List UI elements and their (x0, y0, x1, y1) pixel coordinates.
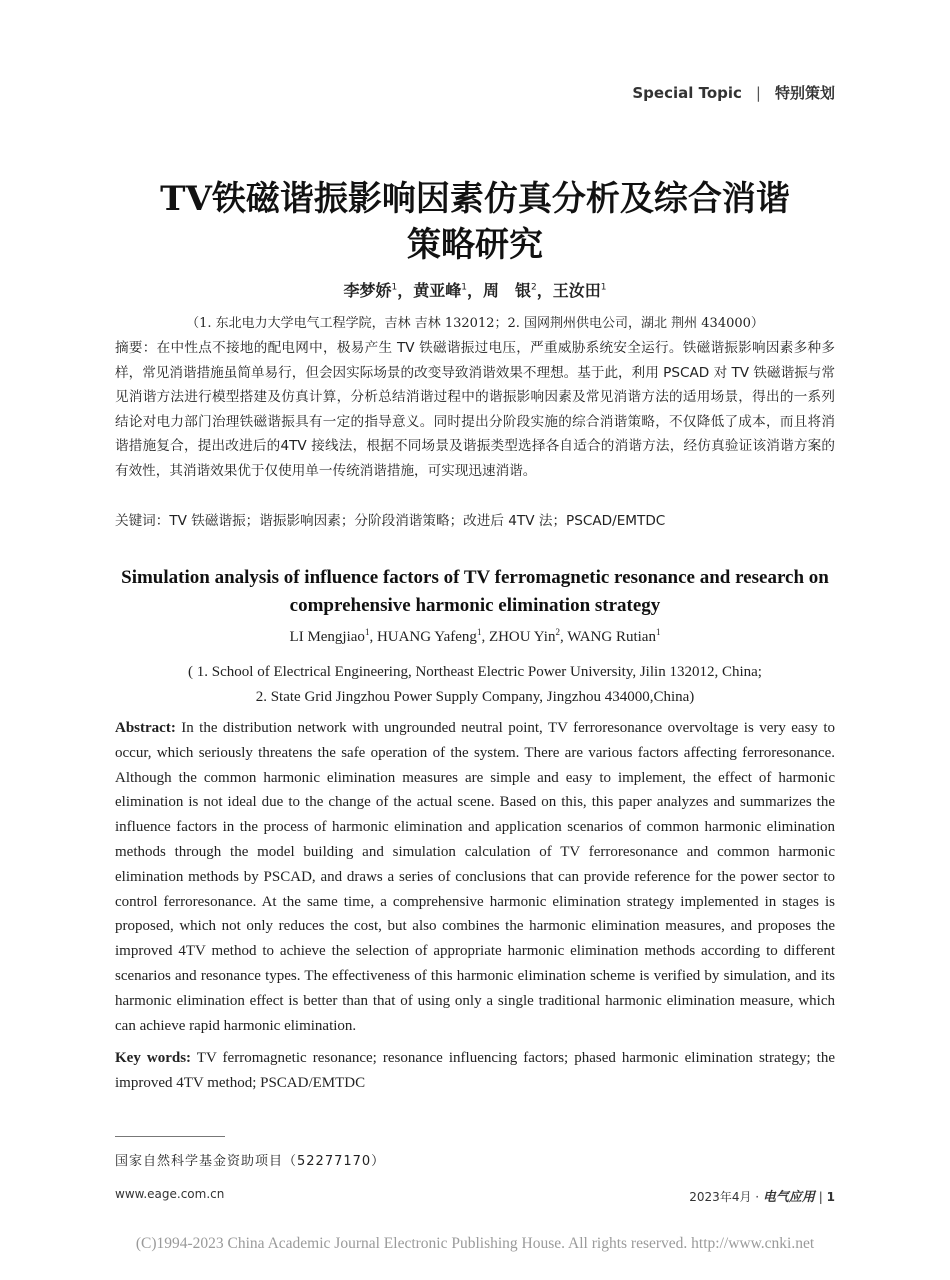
en-abstract (115, 716, 835, 1038)
copyright-watermark: (C)1994-2023 China Academic Journal Electronic Publishing House. All rights reserved. http://www.cnki.net (135, 1235, 815, 1252)
section-cn: 特别策划 (774, 84, 835, 102)
page-info (689, 1186, 835, 1205)
cn-author-aff: 1 (600, 282, 607, 293)
en-authors: LI Mengjiao$^1$, HUANG Yafeng$^1$, ZHOU Yin$^2$, WANG Rutian$^1$ (289, 627, 661, 645)
en-author: LI Mengjiao (289, 629, 365, 645)
cn-affiliation: （1. 东北电力大学电气工程学院，吉林 吉林 132012；2. 国网荆州供电公司，湖北 荆州 434000） (186, 316, 764, 331)
en-author: WANG Rutian (567, 629, 656, 645)
en-title: Simulation analysis of influence factors of TV ferromagnetic resonance and research on comprehensive harmonic elimination strategy (121, 567, 829, 616)
cn-author: 王汝田 (552, 281, 601, 300)
cn-abstract (115, 336, 835, 483)
en-keywords (115, 1046, 835, 1095)
en-author-aff: 1 (476, 627, 482, 637)
en-abstract-text: In the distribution network with ungrounded neutral point, TV ferroresonance overvoltage is very easy to occur, which seriously threatens the safe operation of the system. There are various factors affecting ferroresonance. Although the common harmonic elimination measures are simple and easy to implement, the effect of harmonic elimination is not ideal due to the change of the actual scene. Based on this, this paper analyzes and summarizes the influence factors in the process of harmonic elimination and application scenarios of common harmonic elimination methods through the model building and simulation calculation of TV ferroresonance and common harmonic elimination methods by PSCAD, and draws a series of conclusions that can provide reference for the power sector to control ferroresonance. At the same time, a comprehensive harmonic elimination strategy implemented in stages is proposed, which not only reduces the cost, but also combines the harmonic elimination measures, and proposes the improved 4TV method to achieve the selection of appropriate harmonic elimination methods according to different scenarios and resonance types. The effectiveness of this harmonic elimination scheme is verified by simulation, and its harmonic elimination effect is better than that of using only a single traditional harmonic elimination measure, which can achieve rapid harmonic elimination. (115, 720, 836, 1034)
en-author-aff: 1 (655, 627, 661, 637)
footnote-divider (115, 1136, 225, 1137)
cn-abstract-label: 摘要： (115, 340, 157, 356)
cn-author: 黄亚峰 (413, 281, 462, 300)
cn-author-aff: 1 (391, 282, 398, 293)
cn-keywords-label: 关键词： (115, 513, 170, 529)
page-separator: | (818, 1190, 823, 1204)
cn-keywords-text: TV 铁磁谐振；谐振影响因素；分阶段消谐策略；改进后 4TV 法；PSCAD/EMTDC (169, 513, 666, 529)
cn-authors: 李梦娇$^1$，黄亚峰$^1$，周 银$^2$，王汝田$^1$ (343, 281, 607, 300)
page-number: 1 (826, 1190, 835, 1204)
running-header (632, 82, 835, 103)
cn-title-line1: TV铁磁谐振影响因素仿真分析及综合消谐 (160, 179, 790, 219)
issue-date: 2023年4月 · (689, 1190, 760, 1204)
cn-author-aff: 1 (461, 282, 467, 293)
cn-author: 周 银 (483, 281, 532, 300)
en-author: HUANG Yafeng (376, 629, 477, 645)
magazine-logo: 电气应用 (762, 1190, 815, 1205)
cn-title-line2: 策略研究 (407, 225, 543, 265)
cn-author: 李梦娇 (343, 281, 392, 300)
header-separator: | (755, 84, 761, 102)
en-author-aff: 1 (364, 627, 370, 637)
en-affiliation-line2: 2. State Grid Jingzhou Power Supply Company, Jingzhou 434000,China) (255, 689, 695, 705)
cn-author-aff: 2 (531, 282, 537, 293)
section-en: Special Topic (632, 84, 742, 102)
en-affiliation-line1: ( 1. School of Electrical Engineering, Northeast Electric Power University, Jilin 132012, China; (188, 664, 762, 680)
en-author: ZHOU Yin (488, 629, 556, 645)
funding-footnote: 国家自然科学基金资助项目（52277170） (115, 1154, 386, 1169)
en-author-aff: 2 (555, 627, 560, 637)
en-abstract-label: Abstract: (115, 720, 176, 736)
cn-title (60, 176, 890, 268)
en-affiliation (0, 660, 950, 710)
website-link[interactable]: www.eage.com.cn (115, 1187, 225, 1201)
cn-keywords (115, 509, 835, 533)
en-keywords-label: Key words: (115, 1050, 192, 1066)
cn-abstract-text: 在中性点不接地的配电网中，极易产生 TV 铁磁谐振过电压，严重威胁系统安全运行。铁磁谐振影响因素多种多样，常见消谐措施虽简单易行，但会因实际场景的改变导致消谐效果不理想。基于此，利用 PSCAD 对 TV 铁磁谐振与常见消谐方法进行模型搭建及仿真计算，分析总结消谐过程中的谐振影响因素及常见消谐方法的适用场景，得出的一系列结论对电力部门治理铁磁谐振具有一定的指导意义。同时提出分阶段实施的综合消谐策略，不仅降低了成本，而且将消谐措施复合，提出改进后的4TV 接线法，根据不同场景及谐振类型选择各自适合的消谐方法，经仿真验证该消谐方案的有效性，其消谐效果优于仅使用单一传统消谐措施，可实现迅速消谐。 (115, 340, 835, 479)
en-keywords-text: TV ferromagnetic resonance; resonance influencing factors; phased harmonic elimination strategy; the improved 4TV method; PSCAD/EMTDC (115, 1050, 835, 1091)
